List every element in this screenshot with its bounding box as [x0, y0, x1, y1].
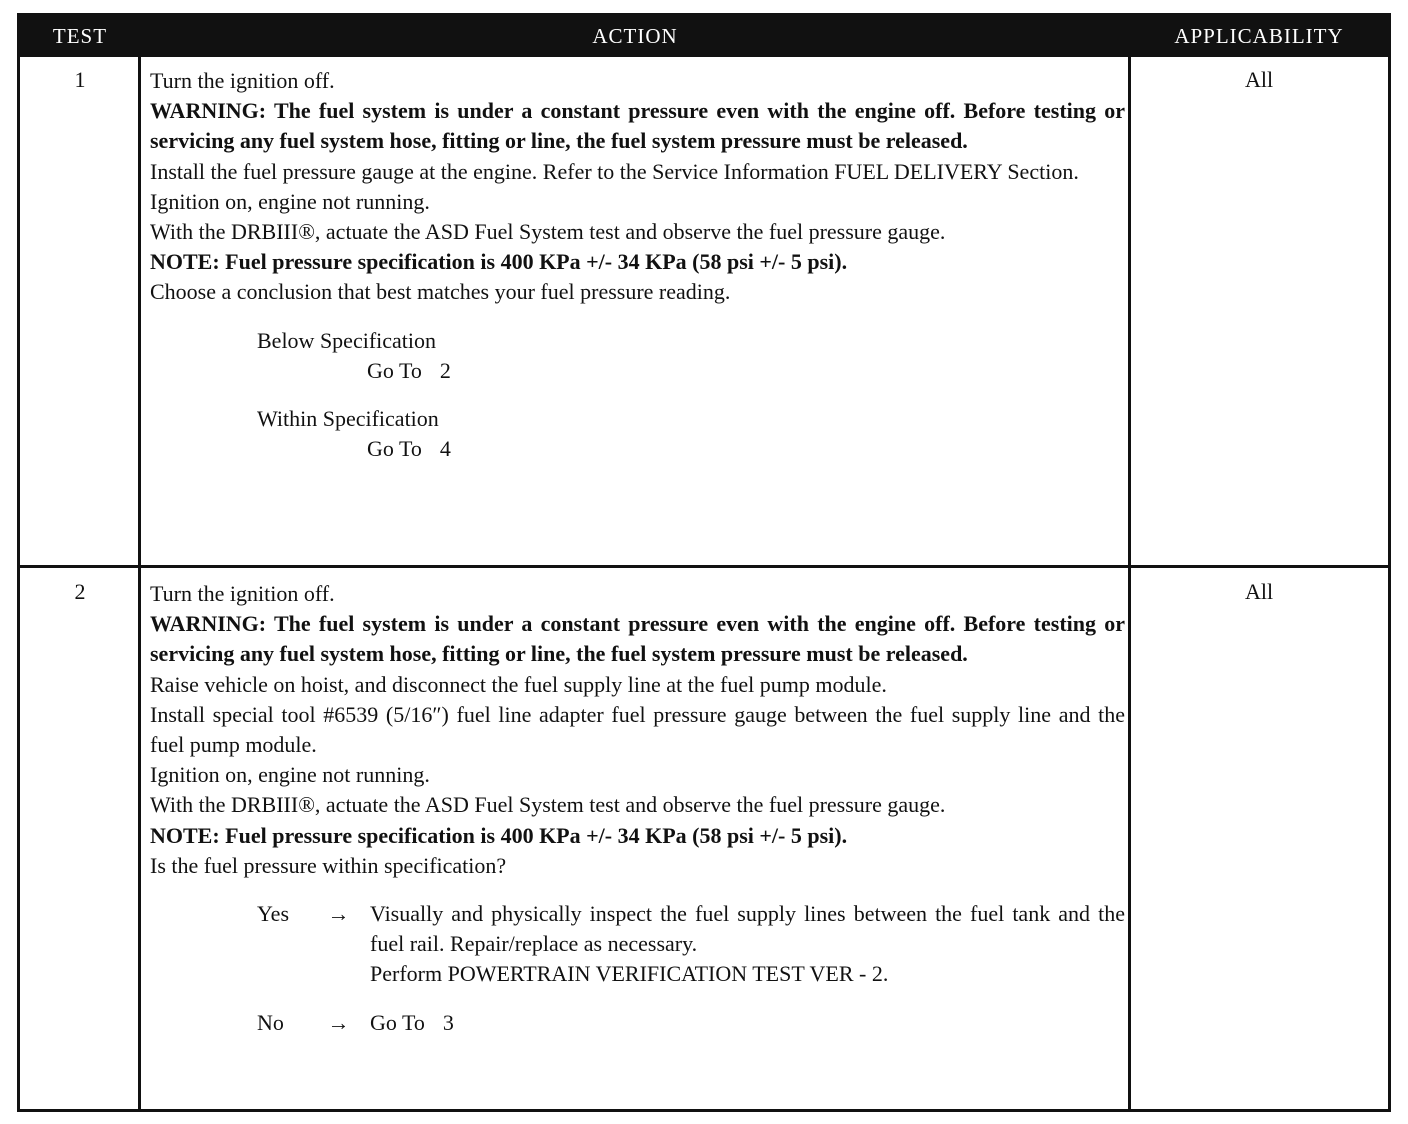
header-test: TEST: [52, 24, 108, 48]
applicability-value: All: [1244, 67, 1274, 92]
step-text: With the DRBIII®, actuate the ASD Fuel System test and observe the fuel pressure gauge.: [150, 792, 946, 818]
step-text: With the DRBIII®, actuate the ASD Fuel System test and observe the fuel pressure gauge.: [150, 219, 946, 245]
applicability-value: All: [1244, 579, 1274, 604]
goto-link[interactable]: Go To 4: [367, 436, 451, 462]
step-text: Choose a conclusion that best matches your fuel pressure reading.: [150, 279, 731, 305]
step-text: Ignition on, engine not running.: [150, 762, 430, 788]
yes-result-text: Visually and physically inspect the fuel supply lines between the fuel tank and the fuel rail. Repair/replace as necessary.: [370, 901, 1125, 957]
yes-label: Yes: [257, 901, 290, 927]
step-text: Turn the ignition off.: [150, 581, 335, 606]
warning-text: WARNING: The fuel system is under a constant pressure even with the engine off. Before testing or servicing any fuel system hose, fitting or line, the fuel system pressure must be released.: [150, 611, 1125, 667]
option-label: Within Specification: [257, 406, 439, 432]
step-text: Raise vehicle on hoist, and disconnect the fuel supply line at the fuel pump module.: [150, 671, 887, 697]
test-number: 2: [74, 579, 86, 604]
arrow-icon: →: [327, 1009, 350, 1035]
step-text: Install the fuel pressure gauge at the engine. Refer to the Service Information FUEL DELIVERY Section.: [150, 158, 1079, 184]
yes-branch: [150, 899, 1125, 990]
conclusion-option: [150, 326, 1125, 386]
no-label: No: [257, 1009, 284, 1035]
note-text: NOTE: Fuel pressure specification is 400 KPa +/- 34 KPa (58 psi +/- 5 psi).: [150, 822, 848, 848]
action-cell: [150, 66, 1125, 464]
note-text: NOTE: Fuel pressure specification is 400 KPa +/- 34 KPa (58 psi +/- 5 psi).: [150, 249, 848, 275]
test-number: 1: [74, 67, 86, 92]
warning-text: WARNING: The fuel system is under a constant pressure even with the engine off. Before testing or servicing any fuel system hose, fitting or line, the fuel system pressure must be released.: [150, 98, 1125, 154]
option-label: Below Specification: [257, 327, 437, 353]
step-text: Ignition on, engine not running.: [150, 188, 430, 214]
diagnostic-table: [17, 13, 1391, 1112]
goto-link[interactable]: Go To 2: [367, 357, 451, 383]
goto-link[interactable]: Go To 3: [370, 1009, 454, 1035]
action-cell: [150, 579, 1125, 1038]
row-divider: [20, 565, 1388, 568]
yes-result: [370, 899, 1125, 990]
step-text: Install special tool #6539 (5/16″) fuel line adapter fuel pressure gauge between the fuel supply line and the fuel pump module.: [150, 701, 1125, 758]
step-text: Turn the ignition off.: [150, 68, 335, 93]
verification-test-link[interactable]: Perform POWERTRAIN VERIFICATION TEST VER - 2.: [370, 961, 889, 987]
arrow-icon: →: [327, 901, 350, 927]
conclusion-option: [150, 404, 1125, 464]
header-applicability: APPLICABILITY: [1174, 24, 1344, 48]
no-branch: [150, 1008, 1125, 1038]
table-header: [20, 16, 1388, 57]
header-action: ACTION: [592, 24, 678, 48]
step-text: Is the fuel pressure within specification?: [150, 852, 507, 878]
